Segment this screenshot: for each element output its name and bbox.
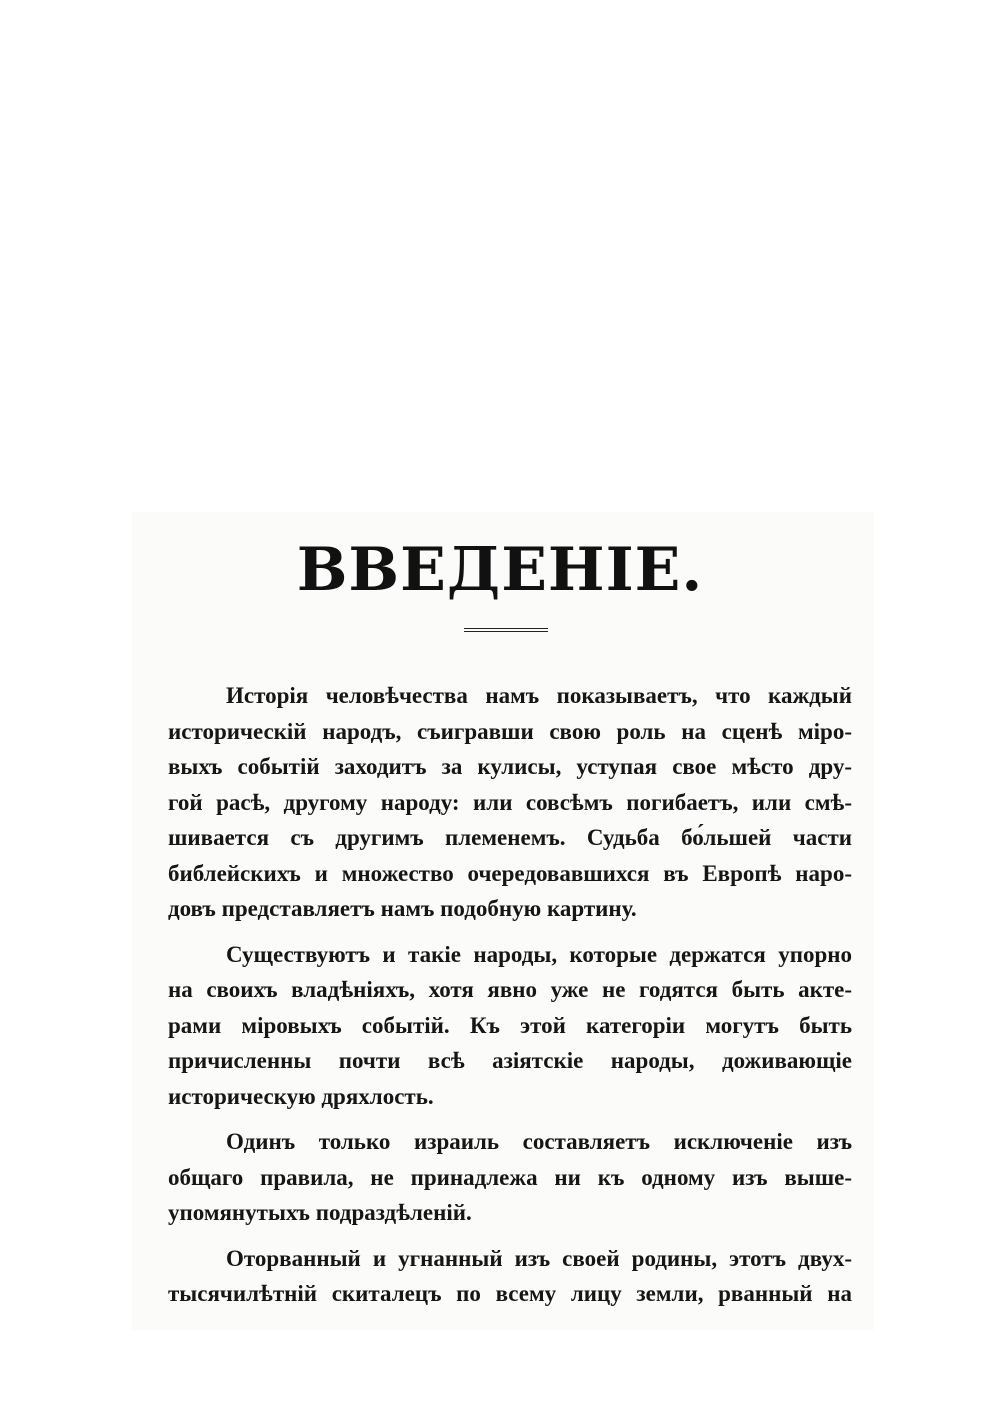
text-line: Исторія человѣчества намъ показываетъ, что каждый xyxy=(226,683,852,708)
text-line: историческую дряхлость. xyxy=(168,1083,434,1109)
text-line: библейскихъ и множество очередовавшихся въ Европѣ наро- xyxy=(168,860,852,886)
text-line: Оторванный и угнанный изъ своей родины, этотъ двух- xyxy=(226,1245,852,1271)
text-line: выхъ событій заходитъ за кулисы, уступая свое мѣсто дру- xyxy=(168,754,852,779)
text-line: общаго правила, не принадлежа ни къ одному изъ выше- xyxy=(168,1164,852,1190)
text-line: Одинъ только израиль составляетъ исключеніе изъ xyxy=(226,1129,852,1154)
text-line: шивается съ другимъ племенемъ. Судьба бо́льшей части xyxy=(168,825,852,850)
text-line: на своихъ владѣніяхъ, хотя явно уже не годятся быть акте- xyxy=(168,977,852,1002)
page-title: ВВЕДЕНІЕ. xyxy=(296,535,704,605)
paragraph-3 xyxy=(168,1124,852,1231)
text-line: рами міровыхъ событій. Къ этой категоріи могутъ быть xyxy=(168,1012,852,1038)
body-text xyxy=(168,678,852,1322)
text-line: историческій народъ, съигравши свою роль на сценѣ міро- xyxy=(168,718,852,744)
text-line: тысячилѣтній скиталецъ по всему лицу земли, рванный на xyxy=(168,1281,852,1306)
title-divider xyxy=(464,628,548,634)
text-line: гой расѣ, другому народу: или совсѣмъ погибаетъ, или смѣ- xyxy=(168,789,852,815)
text-line: причисленны почти всѣ азіятскіе народы, доживающіе xyxy=(168,1048,852,1073)
text-line: довъ представляетъ намъ подобную картину. xyxy=(168,896,637,921)
text-line: упомянутыхъ подраздѣленій. xyxy=(168,1200,472,1225)
paragraph-2 xyxy=(168,937,852,1115)
paragraph-4 xyxy=(168,1241,852,1312)
text-line: Существуютъ и такіе народы, которые держатся упорно xyxy=(226,941,852,967)
paragraph-1 xyxy=(168,678,852,927)
